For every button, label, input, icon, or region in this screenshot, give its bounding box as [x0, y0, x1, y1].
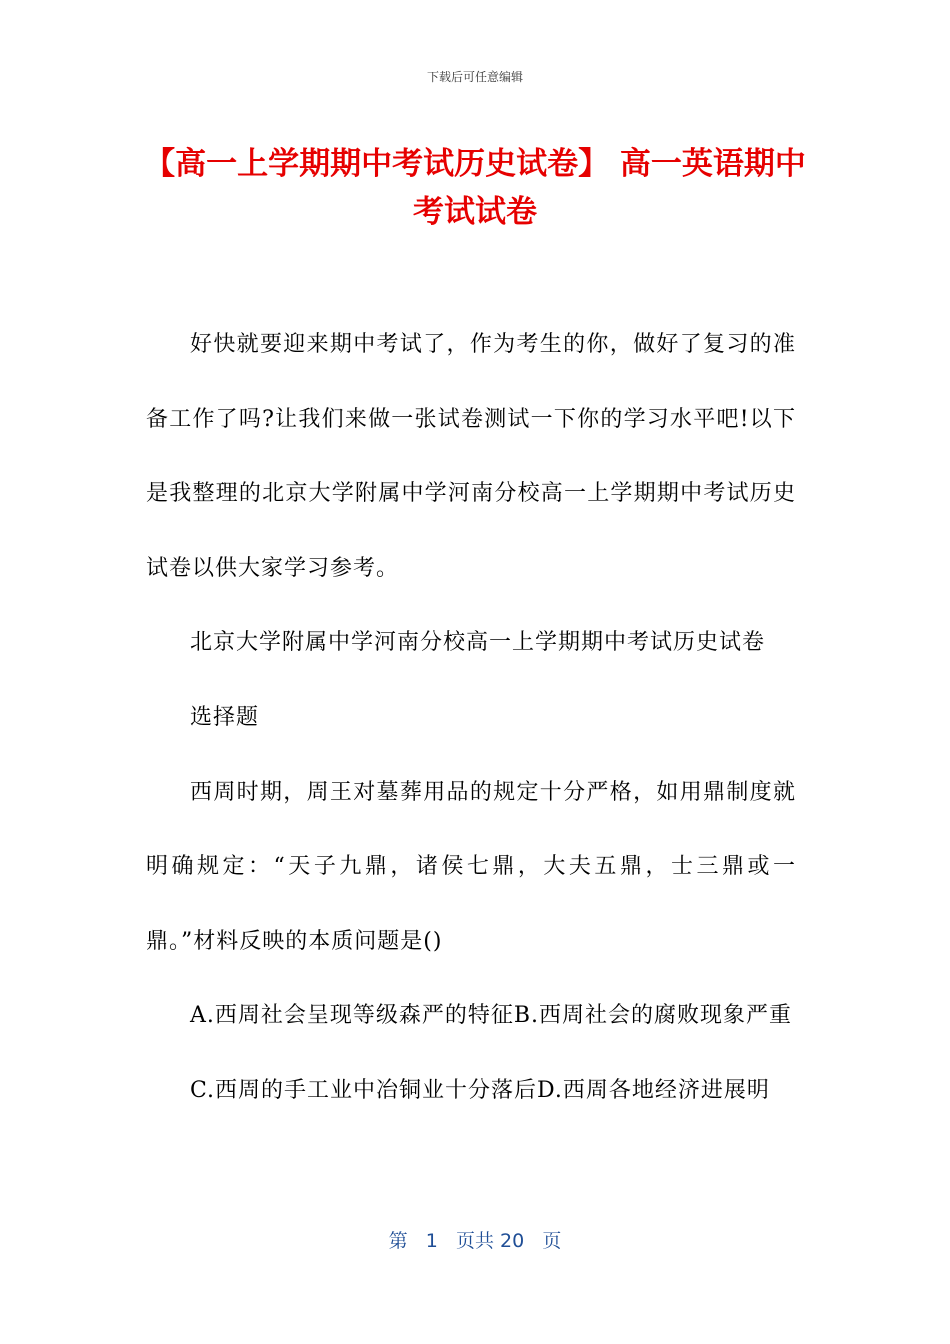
document-title: 【高一上学期期中考试历史试卷】 高一英语期中考试试卷 — [144, 146, 806, 230]
footer-page-current: 1 — [425, 1230, 438, 1252]
paragraph-options-cd: C.西周的手工业中冶铜业十分落后D.西周各地经济进展明 — [190, 1077, 770, 1103]
footer-page-total: 20 — [500, 1230, 525, 1252]
page-footer — [0, 1226, 950, 1253]
paragraph-section-heading: 选择题 — [190, 704, 260, 730]
footer-suffix: 页 — [542, 1230, 562, 1252]
footer-middle: 页共 — [455, 1230, 494, 1252]
document-body — [146, 308, 796, 1129]
header-note: 下载后可任意编辑 — [426, 70, 523, 84]
paragraph-options-ab: A.西周社会呈现等级森严的特征B.西周社会的腐败现象严重 — [190, 1003, 793, 1029]
paragraph-intro: 好快就要迎来期中考试了，作为考生的你，做好了复习的准备工作了吗?让我们来做一张试卷测试一下你的学习水平吧!以下是我整理的北京大学附属中学河南分校高一上学期期中考试历史试卷以供大家学习参考。 — [146, 332, 796, 581]
paragraph-exam-title: 北京大学附属中学河南分校高一上学期期中考试历史试卷 — [190, 630, 766, 656]
paragraph-question: 西周时期，周王对墓葬用品的规定十分严格，如用鼎制度就明确规定：“天子九鼎，诸侯七鼎，大夫五鼎，士三鼎或一鼎。”材料反映的本质问题是() — [146, 779, 796, 954]
footer-prefix: 第 — [388, 1230, 408, 1252]
